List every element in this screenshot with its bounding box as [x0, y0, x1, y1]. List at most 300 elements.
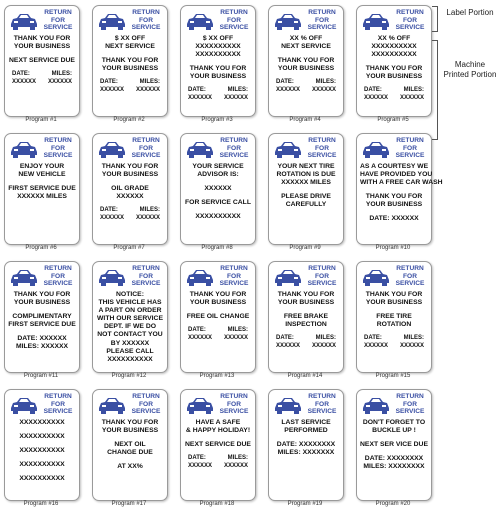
- car-icon: [9, 395, 39, 415]
- car-icon: [185, 139, 215, 159]
- printed-message: [184, 163, 252, 241]
- row-right: MILES:: [227, 455, 248, 462]
- label-card: [4, 389, 80, 501]
- message-line: HAVE PROVIDED YOU: [360, 171, 433, 179]
- car-icon: [361, 267, 391, 287]
- header-line: RETURN: [220, 137, 248, 144]
- message-line: XX % OFF: [289, 35, 323, 42]
- label-card: [4, 261, 80, 373]
- row-left: DATE:: [100, 207, 118, 214]
- row-left: DATE:: [364, 87, 382, 94]
- header-line: RETURN: [132, 265, 160, 272]
- date-miles-row: [184, 327, 252, 335]
- message-line: THANK YOU FOR: [365, 291, 423, 298]
- header-line: FOR: [51, 272, 65, 280]
- header-line: SERVICE: [395, 280, 425, 288]
- label-card: [356, 389, 432, 501]
- row-left: XXXXXX: [188, 95, 213, 102]
- header-line: SERVICE: [307, 280, 337, 288]
- header-line: RETURN: [308, 137, 336, 144]
- program-caption: Program #18: [199, 501, 235, 507]
- program-caption: Program #4: [289, 117, 321, 123]
- date-miles-row: [96, 207, 164, 215]
- header-line: RETURN: [44, 137, 72, 144]
- message-line: ADVISOR IS:: [197, 171, 239, 179]
- message-line: DATE: XXXXXXXX: [276, 441, 336, 449]
- message-line: FREE TIRE: [376, 313, 412, 321]
- header-line: RETURN: [220, 265, 248, 272]
- message-line: HAVE A SAFE: [195, 419, 241, 426]
- message-line: XXXXXXXXXX: [195, 43, 241, 51]
- row-right: MILES:: [315, 79, 336, 86]
- message-line: NEXT SER VICE DUE: [360, 441, 428, 449]
- header-line: FOR: [51, 16, 65, 24]
- message-line: XXXXXXXXXX: [195, 51, 241, 59]
- return-for-service-text: [392, 265, 428, 288]
- program-caption: Program #12: [111, 373, 147, 379]
- label-card: [92, 389, 168, 501]
- message-line: LAST SERVICE: [281, 419, 331, 426]
- label-card: [180, 5, 256, 117]
- message-line: XXXXXX: [204, 185, 232, 193]
- row-right: XXXXXX: [399, 95, 424, 102]
- message-line: THANK YOU FOR: [101, 57, 159, 65]
- date-miles-row: [184, 95, 252, 103]
- label-header: [9, 137, 75, 161]
- row-right: XXXXXX: [223, 335, 248, 342]
- row-left: XXXXXX: [276, 87, 301, 94]
- message-line: XXXXXXXXXX: [195, 213, 241, 221]
- message-line: XXXXXXXXXX: [371, 51, 417, 59]
- label-header: [97, 137, 163, 161]
- return-for-service-text: [392, 137, 428, 160]
- header-line: SERVICE: [219, 280, 249, 288]
- message-line: MILES: XXXXXXXX: [363, 463, 425, 471]
- header-line: SERVICE: [307, 24, 337, 32]
- return-for-service-text: [304, 137, 340, 160]
- message-line: YOUR BUSINESS: [101, 427, 159, 435]
- label-header: [9, 393, 75, 417]
- label-header: [9, 9, 75, 33]
- return-for-service-text: [128, 393, 164, 416]
- machine-printed-portion-annotation: Machine Printed Portion: [443, 60, 497, 79]
- header-line: FOR: [227, 144, 241, 152]
- label-header: [273, 265, 339, 289]
- return-for-service-text: [304, 265, 340, 288]
- message-line: YOUR BUSINESS: [13, 43, 71, 51]
- program-caption: Program #11: [23, 373, 59, 379]
- date-miles-row: [8, 79, 76, 87]
- message-line: A PART ON ORDER: [98, 307, 162, 315]
- date-miles-row: [96, 87, 164, 95]
- label-card: [4, 133, 80, 245]
- header-line: RETURN: [44, 9, 72, 16]
- car-icon: [97, 267, 127, 287]
- message-line: NEXT SERVICE: [105, 43, 155, 51]
- date-miles-row: [360, 335, 428, 343]
- message-line: WITH OUR SERVICE: [97, 315, 163, 323]
- message-line: YOUR BUSINESS: [277, 299, 335, 307]
- row-left: XXXXXX: [100, 215, 125, 222]
- label-card: [4, 5, 80, 117]
- message-line: $ XX OFF: [114, 35, 146, 42]
- program-caption: Program #17: [111, 501, 147, 507]
- header-line: FOR: [227, 16, 241, 24]
- return-for-service-text: [216, 265, 252, 288]
- return-for-service-text: [40, 137, 76, 160]
- label-card: [92, 133, 168, 245]
- row-left: DATE:: [188, 455, 206, 462]
- printed-message: [272, 163, 340, 241]
- return-for-service-text: [304, 393, 340, 416]
- date-miles-row: [360, 343, 428, 351]
- message-line: ROTATION: [376, 321, 412, 329]
- label-card: [92, 5, 168, 117]
- printed-message: [184, 419, 252, 497]
- row-left: DATE:: [276, 335, 294, 342]
- message-line: NEXT SERVICE DUE: [9, 57, 75, 65]
- return-for-service-text: [216, 9, 252, 32]
- row-right: MILES:: [139, 79, 160, 86]
- row-right: XXXXXX: [399, 343, 424, 350]
- printed-message: [360, 291, 428, 369]
- printed-message: [8, 419, 76, 497]
- car-icon: [361, 139, 391, 159]
- label-card: [356, 5, 432, 117]
- message-line: THANK YOU FOR: [101, 163, 159, 170]
- header-line: SERVICE: [219, 408, 249, 416]
- printed-message: [96, 291, 164, 369]
- label-header: [273, 137, 339, 161]
- message-line: BUCKLE UP !: [372, 427, 416, 435]
- date-miles-row: [360, 95, 428, 103]
- row-right: MILES:: [403, 335, 424, 342]
- row-right: XXXXXX: [311, 87, 336, 94]
- car-icon: [9, 11, 39, 31]
- label-portion-annotation: Label Portion: [446, 8, 494, 17]
- car-icon: [97, 139, 127, 159]
- header-line: FOR: [315, 16, 329, 24]
- message-line: OIL GRADE: [111, 185, 149, 193]
- header-line: RETURN: [132, 137, 160, 144]
- message-line: CAREFULLY: [285, 201, 327, 209]
- message-line: CHANGE DUE: [107, 449, 153, 457]
- message-line: NOT CONTACT YOU: [97, 331, 163, 339]
- message-line: THANK YOU FOR: [365, 65, 423, 73]
- message-line: FREE OIL CHANGE: [186, 313, 250, 321]
- message-line: XX % OFF: [377, 35, 411, 42]
- message-line: YOUR BUSINESS: [189, 73, 247, 81]
- message-line: FIRST SERVICE DUE: [8, 321, 76, 329]
- header-line: FOR: [139, 272, 153, 280]
- row-left: DATE:: [364, 335, 382, 342]
- message-line: DATE: XXXXXX: [369, 215, 419, 223]
- date-miles-row: [96, 79, 164, 87]
- row-left: XXXXXX: [364, 343, 389, 350]
- machine-printed-portion-bracket: [432, 40, 438, 140]
- message-line: XXXXXXXXXX: [19, 461, 65, 469]
- header-line: RETURN: [132, 393, 160, 400]
- row-left: XXXXXX: [12, 79, 37, 86]
- message-line: YOUR BUSINESS: [13, 299, 71, 307]
- header-line: RETURN: [396, 9, 424, 16]
- label-header: [97, 393, 163, 417]
- message-line: PERFORMED: [284, 427, 328, 435]
- message-line: XXXXXXXXXX: [19, 475, 65, 483]
- message-line: PLEASE DRIVE: [281, 193, 331, 201]
- message-line: XXXXXXXXXX: [19, 447, 65, 455]
- program-caption: Program #3: [201, 117, 233, 123]
- date-miles-row: [272, 79, 340, 87]
- date-miles-row: [184, 463, 252, 471]
- header-line: RETURN: [220, 393, 248, 400]
- header-line: SERVICE: [43, 24, 73, 32]
- printed-message: [96, 419, 164, 497]
- printed-message: [184, 35, 252, 113]
- message-line: YOUR BUSINESS: [365, 201, 423, 209]
- printed-message: [272, 291, 340, 369]
- header-line: RETURN: [44, 265, 72, 272]
- message-line: YOUR BUSINESS: [365, 299, 423, 307]
- printed-message: [272, 419, 340, 497]
- header-line: SERVICE: [43, 408, 73, 416]
- message-line: THIS VEHICLE HAS: [98, 299, 162, 307]
- message-line: COMPLIMENTARY: [12, 313, 72, 321]
- row-right: MILES:: [315, 335, 336, 342]
- return-for-service-text: [216, 393, 252, 416]
- return-for-service-text: [128, 137, 164, 160]
- date-miles-row: [272, 335, 340, 343]
- message-line: DATE: XXXXXXXX: [364, 455, 424, 463]
- message-line: YOUR SERVICE: [192, 163, 244, 170]
- car-icon: [361, 395, 391, 415]
- message-line: YOUR NEXT TIRE: [277, 163, 335, 170]
- message-line: WITH A FREE CAR WASH: [360, 179, 443, 187]
- row-left: DATE:: [188, 87, 206, 94]
- header-line: FOR: [403, 272, 417, 280]
- row-right: XXXXXX: [223, 95, 248, 102]
- date-miles-row: [360, 87, 428, 95]
- program-caption: Program #6: [25, 245, 57, 251]
- row-right: XXXXXX: [135, 215, 160, 222]
- message-line: & HAPPY HOLIDAY!: [185, 427, 251, 435]
- header-line: RETURN: [308, 265, 336, 272]
- message-line: XXXXXXXXXX: [107, 355, 153, 363]
- message-line: FIRST SERVICE DUE: [8, 185, 76, 193]
- header-line: RETURN: [308, 9, 336, 16]
- label-header: [185, 265, 251, 289]
- return-for-service-text: [40, 9, 76, 32]
- return-for-service-text: [128, 265, 164, 288]
- program-caption: Program #19: [287, 501, 323, 507]
- message-line: AT XX%: [117, 463, 143, 471]
- row-left: XXXXXX: [364, 95, 389, 102]
- message-line: NEXT SERVICE DUE: [185, 441, 251, 449]
- header-line: SERVICE: [395, 152, 425, 160]
- row-left: XXXXXX: [276, 343, 301, 350]
- header-line: SERVICE: [43, 152, 73, 160]
- printed-message: [8, 291, 76, 369]
- car-icon: [185, 11, 215, 31]
- date-miles-row: [8, 71, 76, 79]
- message-line: YOUR BUSINESS: [189, 299, 247, 307]
- label-card: [92, 261, 168, 373]
- row-left: DATE:: [12, 71, 30, 78]
- date-miles-row: [272, 87, 340, 95]
- message-line: THANK YOU FOR: [277, 291, 335, 298]
- program-caption: Program #5: [377, 117, 409, 123]
- message-line: MILES: XXXXXX: [15, 343, 69, 351]
- label-header: [185, 393, 251, 417]
- header-line: SERVICE: [307, 152, 337, 160]
- message-line: FOR SERVICE CALL: [185, 199, 251, 207]
- label-card: [268, 5, 344, 117]
- row-right: MILES:: [51, 71, 72, 78]
- header-line: FOR: [51, 400, 65, 408]
- return-for-service-text: [40, 393, 76, 416]
- label-header: [97, 265, 163, 289]
- header-line: FOR: [403, 400, 417, 408]
- program-caption: Program #9: [289, 245, 321, 251]
- program-caption: Program #20: [375, 501, 411, 507]
- car-icon: [273, 139, 303, 159]
- message-line: YOUR BUSINESS: [277, 65, 335, 73]
- header-line: FOR: [315, 400, 329, 408]
- row-right: MILES:: [227, 87, 248, 94]
- message-line: XXXXXXXXXX: [19, 419, 65, 426]
- label-card: [268, 261, 344, 373]
- label-card: [268, 389, 344, 501]
- label-header: [361, 137, 427, 161]
- program-caption: Program #14: [287, 373, 323, 379]
- return-for-service-text: [216, 137, 252, 160]
- label-header: [361, 265, 427, 289]
- car-icon: [273, 395, 303, 415]
- label-header: [273, 9, 339, 33]
- header-line: SERVICE: [219, 24, 249, 32]
- car-icon: [9, 139, 39, 159]
- program-caption: Program #2: [113, 117, 145, 123]
- header-line: RETURN: [308, 393, 336, 400]
- printed-message: [96, 35, 164, 113]
- row-left: DATE:: [188, 327, 206, 334]
- header-line: FOR: [315, 144, 329, 152]
- message-line: INSPECTION: [285, 321, 327, 329]
- label-header: [273, 393, 339, 417]
- date-miles-row: [96, 215, 164, 223]
- car-icon: [97, 395, 127, 415]
- row-right: XXXXXX: [135, 87, 160, 94]
- header-line: SERVICE: [395, 408, 425, 416]
- message-line: XXXXXX MILES: [17, 193, 67, 201]
- label-header: [97, 9, 163, 33]
- label-header: [185, 137, 251, 161]
- program-caption: Program #16: [23, 501, 59, 507]
- message-line: THANK YOU FOR: [189, 65, 247, 73]
- row-left: XXXXXX: [188, 335, 213, 342]
- label-card: [356, 261, 432, 373]
- return-for-service-text: [40, 265, 76, 288]
- row-left: XXXXXX: [188, 463, 213, 470]
- program-caption: Program #1: [25, 117, 57, 123]
- header-line: RETURN: [44, 393, 72, 400]
- header-line: SERVICE: [307, 408, 337, 416]
- car-icon: [185, 395, 215, 415]
- date-miles-row: [184, 335, 252, 343]
- label-header: [361, 393, 427, 417]
- car-icon: [185, 267, 215, 287]
- printed-message: [8, 163, 76, 241]
- program-caption: Program #13: [199, 373, 235, 379]
- header-line: SERVICE: [131, 280, 161, 288]
- message-line: PLEASE CALL: [106, 347, 154, 355]
- header-line: RETURN: [396, 265, 424, 272]
- header-line: SERVICE: [131, 24, 161, 32]
- header-line: FOR: [139, 144, 153, 152]
- label-card: [180, 389, 256, 501]
- message-line: THANK YOU FOR: [13, 291, 71, 298]
- message-line: NEW VEHICLE: [18, 171, 66, 179]
- message-line: THANK YOU FOR: [365, 193, 423, 201]
- return-for-service-text: [304, 9, 340, 32]
- date-miles-row: [272, 343, 340, 351]
- printed-message: [272, 35, 340, 113]
- row-left: DATE:: [100, 79, 118, 86]
- message-line: FREE BRAKE: [283, 313, 329, 321]
- label-card: [268, 133, 344, 245]
- header-line: FOR: [403, 144, 417, 152]
- return-for-service-text: [392, 9, 428, 32]
- program-caption: Program #15: [375, 373, 411, 379]
- message-line: MILES: XXXXXXX: [277, 449, 335, 457]
- message-line: NEXT SERVICE: [281, 43, 331, 51]
- label-card: [180, 261, 256, 373]
- message-line: $ XX OFF: [202, 35, 234, 42]
- header-line: FOR: [403, 16, 417, 24]
- car-icon: [9, 267, 39, 287]
- header-line: RETURN: [220, 9, 248, 16]
- header-line: SERVICE: [131, 152, 161, 160]
- row-right: MILES:: [403, 87, 424, 94]
- row-right: MILES:: [139, 207, 160, 214]
- message-line: YOUR BUSINESS: [101, 171, 159, 179]
- message-line: BY XXXXXX: [110, 339, 150, 347]
- printed-message: [184, 291, 252, 369]
- header-line: FOR: [139, 16, 153, 24]
- row-left: DATE:: [276, 79, 294, 86]
- message-line: XXXXXX MILES: [281, 179, 331, 187]
- header-line: FOR: [315, 272, 329, 280]
- message-line: XXXXXXXXXX: [19, 433, 65, 441]
- header-line: SERVICE: [43, 280, 73, 288]
- message-line: THANK YOU FOR: [101, 419, 159, 426]
- message-line: NOTICE:: [116, 291, 144, 298]
- program-caption: Program #8: [201, 245, 233, 251]
- message-line: ROTATION IS DUE: [276, 171, 336, 179]
- header-line: SERVICE: [131, 408, 161, 416]
- header-line: SERVICE: [395, 24, 425, 32]
- car-icon: [273, 11, 303, 31]
- label-card: [356, 133, 443, 245]
- message-line: NEXT OIL: [114, 441, 146, 449]
- program-caption: Program #10: [375, 245, 411, 251]
- message-line: YOUR BUSINESS: [101, 65, 159, 73]
- message-line: DEPT. IF WE DO: [103, 323, 157, 331]
- header-line: FOR: [227, 400, 241, 408]
- message-line: XXXXXXXXXX: [371, 43, 417, 51]
- message-line: ENJOY YOUR: [19, 163, 65, 170]
- row-left: XXXXXX: [100, 87, 125, 94]
